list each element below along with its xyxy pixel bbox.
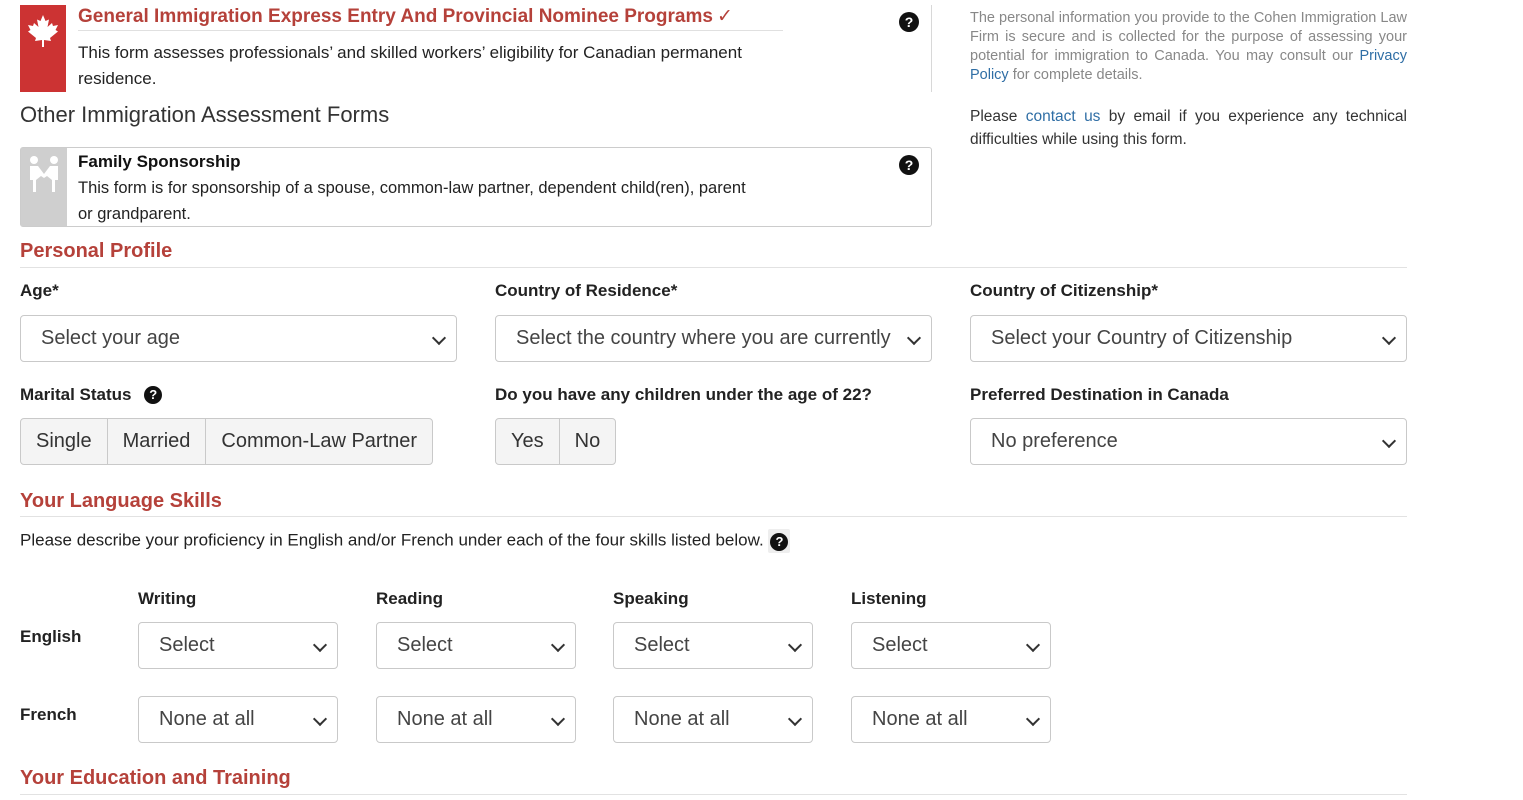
family-sponsorship-title: Family Sponsorship <box>78 152 241 171</box>
program-description: This form assesses professionals’ and skilled workers’ eligibility for Canadian permanent residence. <box>78 43 742 88</box>
contact-notice <box>970 105 1407 151</box>
french-reading-select[interactable] <box>376 696 576 743</box>
french-listening-select[interactable] <box>851 696 1051 743</box>
english-reading-select[interactable] <box>376 622 576 669</box>
age-select-value: Select your age <box>41 327 180 349</box>
marital-common-law-button[interactable]: Common-Law Partner <box>221 430 418 452</box>
english-speaking-value: Select <box>634 634 690 656</box>
col-writing: Writing <box>138 589 197 608</box>
french-writing-select[interactable] <box>138 696 338 743</box>
program-help-icon[interactable]: ? <box>899 12 919 32</box>
contact-after-text: by email if you experience any technical difficulties while using this form. <box>970 108 1407 148</box>
privacy-text: The personal information you provide to the Cohen Immigration Law Firm is secure and is collected for the purpose of assessing your potential for immigration to Canada. You may consult our <box>970 10 1407 64</box>
program-title[interactable] <box>78 5 733 28</box>
language-help-icon[interactable]: ? <box>770 533 788 551</box>
personal-profile-heading: Personal Profile <box>20 240 173 262</box>
row-english-label: English <box>20 627 82 646</box>
french-speaking-select[interactable] <box>613 696 813 743</box>
language-divider <box>20 516 1407 517</box>
english-listening-value: Select <box>872 634 928 656</box>
english-reading-value: Select <box>397 634 453 656</box>
french-listening-value: None at all <box>872 708 968 730</box>
privacy-after-text: for complete details. <box>1012 67 1143 83</box>
destination-label: Preferred Destination in Canada <box>970 385 1229 404</box>
children-no-button[interactable]: No <box>574 430 601 452</box>
row-french-label: French <box>20 705 77 724</box>
residence-select[interactable] <box>495 315 932 362</box>
marital-status-label <box>20 385 162 405</box>
maple-leaf-icon <box>25 13 61 49</box>
residence-select-value: Select the country where you are currently <box>516 327 891 349</box>
family-help-icon[interactable]: ? <box>899 155 919 175</box>
children-label: Do you have any children under the age of 22? <box>495 385 872 404</box>
selected-check-icon: ✓ <box>716 6 733 27</box>
education-heading: Your Education and Training <box>20 767 291 789</box>
language-intro-text: Please describe your proficiency in English and/or French under each of the four skills listed below. <box>20 530 764 550</box>
residence-label: Country of Residence* <box>495 281 678 300</box>
destination-select[interactable] <box>970 418 1407 465</box>
french-writing-value: None at all <box>159 708 255 730</box>
citizenship-label: Country of Citizenship* <box>970 281 1158 300</box>
age-select[interactable] <box>20 315 457 362</box>
privacy-notice <box>970 9 1407 85</box>
language-help-wrapper <box>768 529 790 553</box>
english-listening-select[interactable] <box>851 622 1051 669</box>
children-group <box>495 418 616 465</box>
program-title-text: General Immigration Express Entry And Provincial Nominee Programs <box>78 6 713 27</box>
language-heading: Your Language Skills <box>20 490 222 512</box>
contact-us-link[interactable]: contact us <box>1025 108 1101 125</box>
children-yes-button[interactable]: Yes <box>496 419 560 464</box>
marital-help-icon[interactable]: ? <box>144 386 162 404</box>
family-sponsorship-card[interactable] <box>20 147 932 227</box>
french-reading-value: None at all <box>397 708 493 730</box>
language-intro <box>20 529 790 553</box>
destination-select-value: No preference <box>991 430 1118 452</box>
col-listening: Listening <box>851 589 927 608</box>
education-divider <box>20 794 1407 795</box>
col-speaking: Speaking <box>613 589 689 608</box>
marital-status-label-text: Marital Status <box>20 385 132 404</box>
col-reading: Reading <box>376 589 444 608</box>
program-title-divider <box>78 30 783 31</box>
english-writing-value: Select <box>159 634 215 656</box>
citizenship-select-value: Select your Country of Citizenship <box>991 327 1293 349</box>
other-forms-heading: Other Immigration Assessment Forms <box>20 102 390 127</box>
english-writing-select[interactable] <box>138 622 338 669</box>
marital-married-button[interactable]: Married <box>108 419 207 464</box>
marital-status-group <box>20 418 433 465</box>
privacy-policy-link[interactable]: Privacy Policy <box>970 48 1407 83</box>
personal-profile-divider <box>20 267 1407 268</box>
age-label: Age* <box>20 281 59 300</box>
marital-single-button[interactable]: Single <box>21 419 108 464</box>
citizenship-select[interactable] <box>970 315 1407 362</box>
family-sponsorship-description: This form is for sponsorship of a spouse, common-law partner, dependent child(ren), parent or grandparent. <box>78 179 746 223</box>
french-speaking-value: None at all <box>634 708 730 730</box>
handshake-icon <box>21 148 67 226</box>
canada-flag-icon <box>20 5 66 92</box>
vertical-divider <box>931 5 932 92</box>
english-speaking-select[interactable] <box>613 622 813 669</box>
contact-before-text: Please <box>970 108 1018 125</box>
